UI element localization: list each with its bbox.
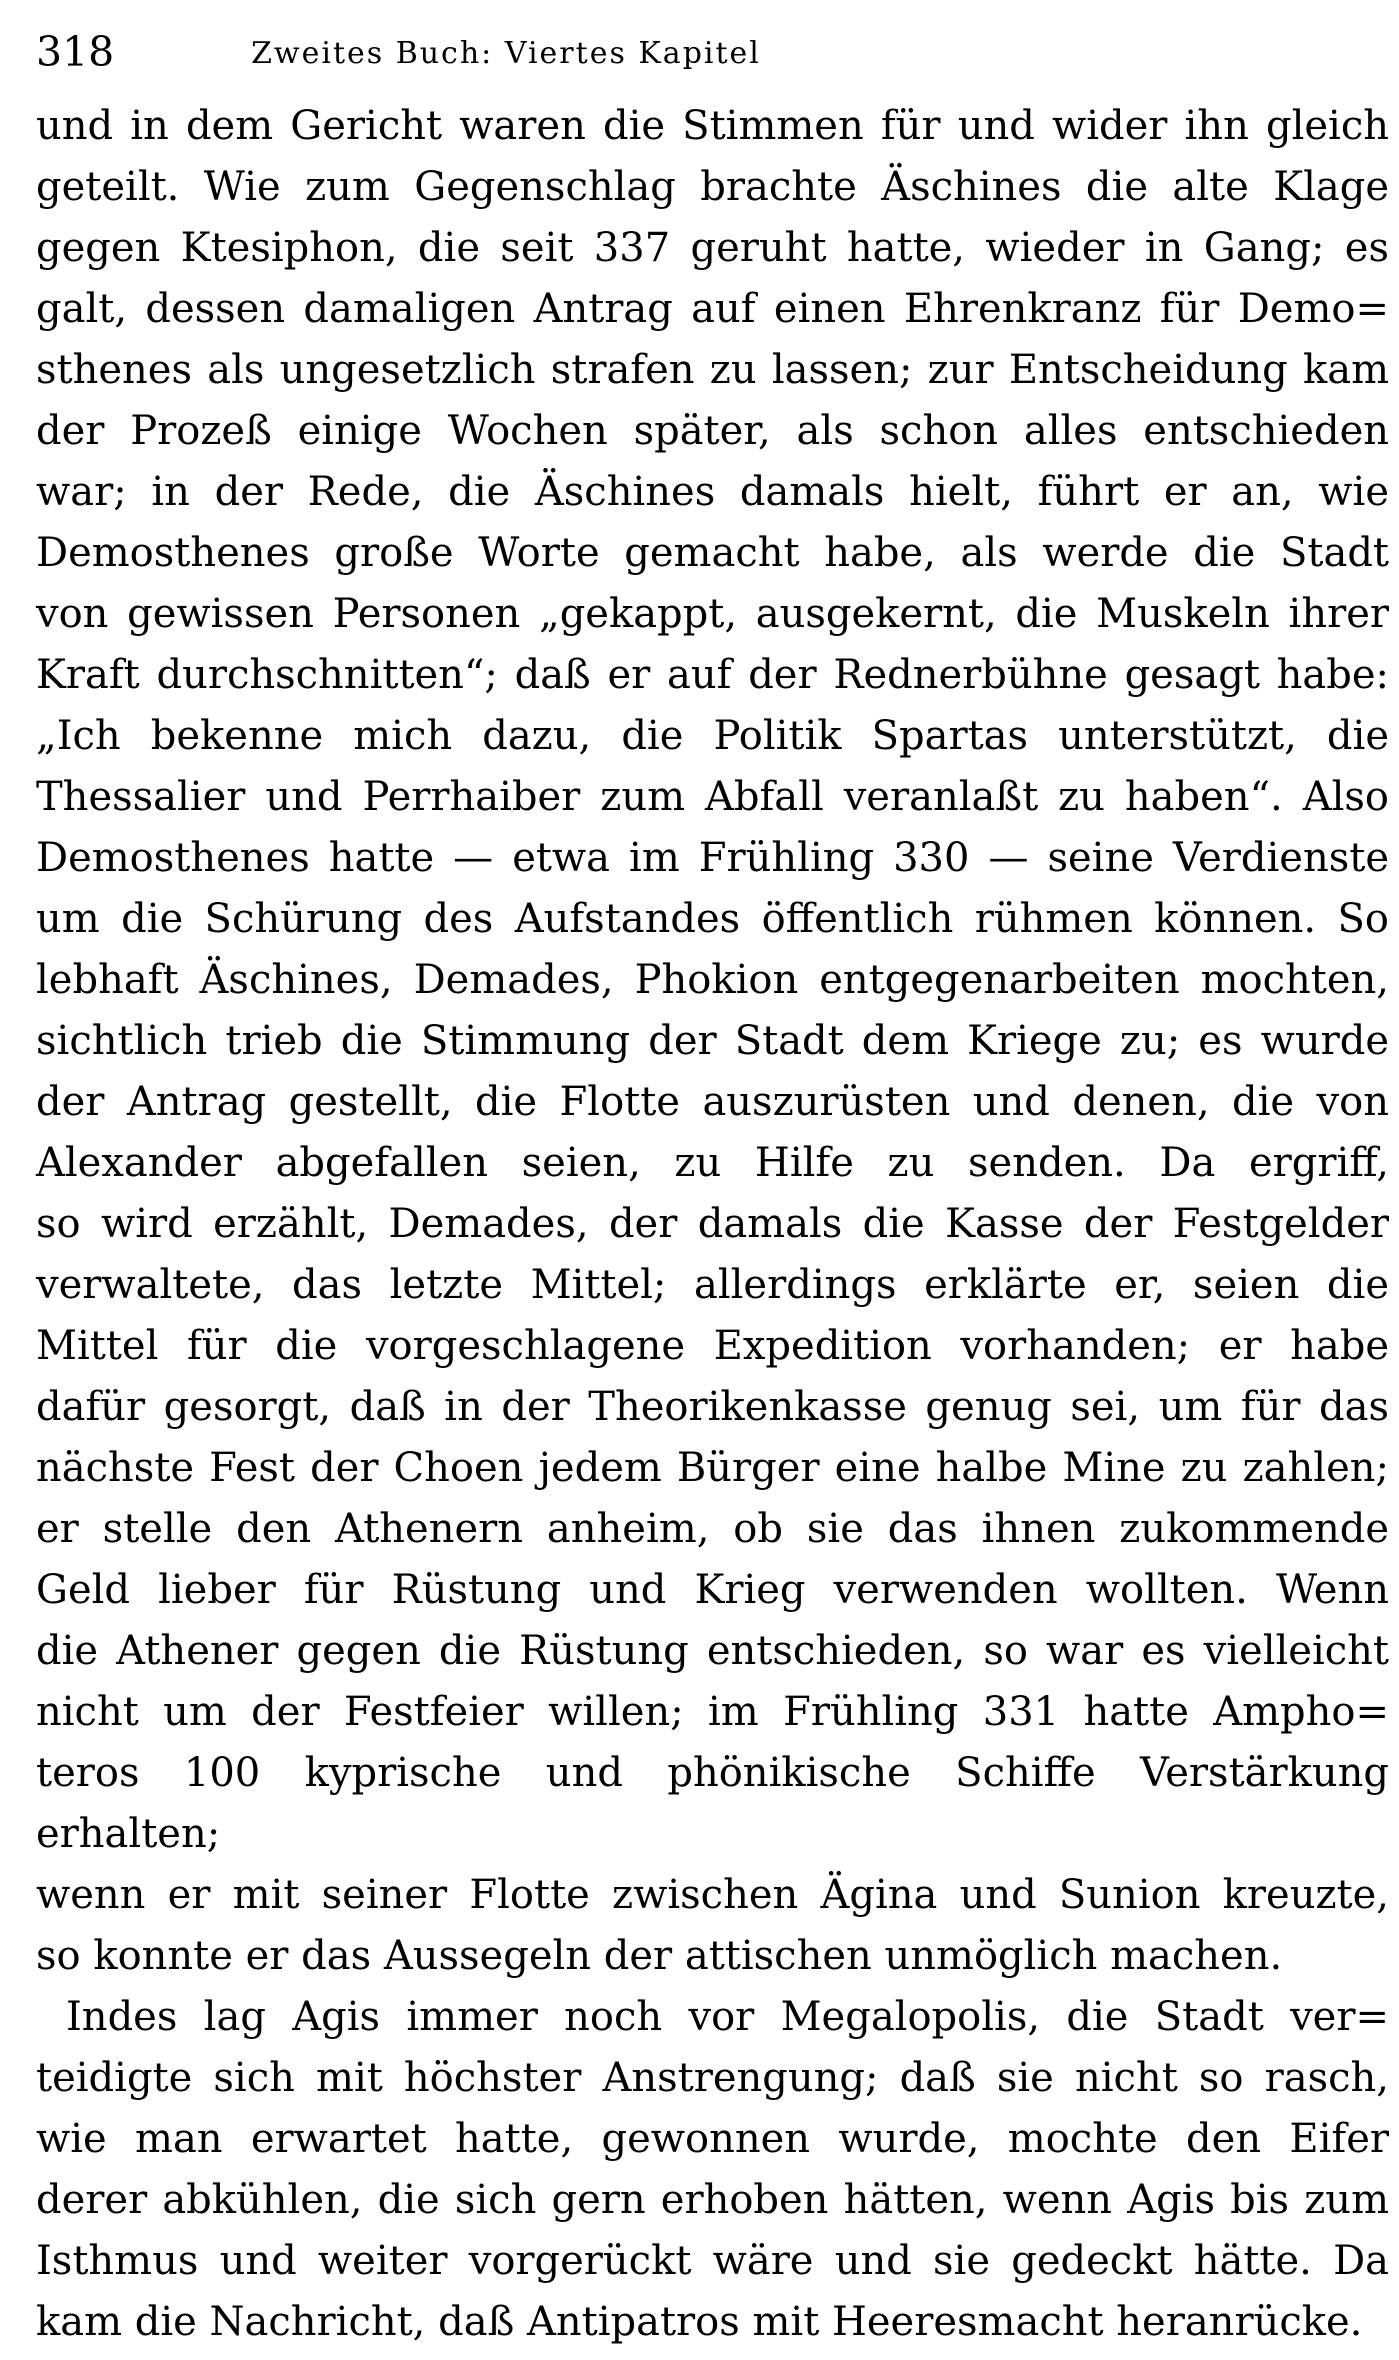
paragraph [36, 96, 1389, 1987]
text-line: und in dem Gericht waren die Stimmen für und wider ihn gleich [36, 103, 1389, 149]
text-line: Isthmus und weiter vorgerückt wäre und sie gedeckt hätte. Da [36, 2238, 1389, 2284]
text-line: kam die Nachricht, daß Antipatros mit Heeresmacht heranrücke. [36, 2299, 1363, 2345]
text-line: Indes lag Agis immer noch vor Megalopolis, die Stadt ver= [66, 1994, 1389, 2040]
text-line: sthenes als ungesetzlich strafen zu lassen; zur Entscheidung kam [36, 347, 1389, 393]
text-line: um die Schürung des Aufstandes öffentlich rühmen können. So [36, 896, 1389, 942]
text-line: so wird erzählt, Demades, der damals die Kasse der Festgelder [36, 1201, 1389, 1247]
text-line: teidigte sich mit höchster Anstrengung; daß sie nicht so rasch, [36, 2055, 1389, 2101]
text-line: nicht um der Festfeier willen; im Frühling 331 hatte Ampho= [36, 1689, 1389, 1735]
text-line: wenn er mit seiner Flotte zwischen Ägina und Sunion kreuzte, [36, 1872, 1389, 1918]
text-line: war; in der Rede, die Äschines damals hielt, führt er an, wie [36, 469, 1389, 515]
text-line: Kraft durchschnitten“; daß er auf der Rednerbühne gesagt habe: [36, 652, 1389, 698]
text-line: teros 100 kyprische und phönikische Schiffe Verstärkung erhalten; [36, 1750, 1389, 1857]
text-line: so konnte er das Aussegeln der attischen unmöglich machen. [36, 1933, 1283, 1979]
text-line: der Prozeß einige Wochen später, als schon alles entschieden [36, 408, 1389, 454]
text-line: Thessalier und Perrhaiber zum Abfall veranlaßt zu haben“. Also [36, 774, 1389, 820]
text-line: „Ich bekenne mich dazu, die Politik Spartas unterstützt, die [36, 713, 1389, 759]
text-line: nächste Fest der Choen jedem Bürger eine halbe Mine zu zahlen; [36, 1445, 1389, 1491]
text-line: sichtlich trieb die Stimmung der Stadt dem Kriege zu; es wurde [36, 1018, 1389, 1064]
text-line: galt, dessen damaligen Antrag auf einen Ehrenkranz für Demo= [36, 286, 1389, 332]
text-line: geteilt. Wie zum Gegenschlag brachte Äschines die alte Klage [36, 164, 1389, 210]
text-line: dafür gesorgt, daß in der Theorikenkasse genug sei, um für das [36, 1384, 1389, 1430]
page-body [36, 96, 1389, 2353]
text-line: Geld lieber für Rüstung und Krieg verwenden wollten. Wenn [36, 1567, 1389, 1613]
text-line: Demosthenes hatte — etwa im Frühling 330 — seine Verdienste [36, 835, 1389, 881]
text-line: Alexander abgefallen seien, zu Hilfe zu senden. Da ergriff, [36, 1140, 1389, 1186]
text-line: er stelle den Athenern anheim, ob sie das ihnen zukommende [36, 1506, 1389, 1552]
page-header [36, 28, 1389, 84]
text-line: von gewissen Personen „gekappt, ausgekernt, die Muskeln ihrer [36, 591, 1389, 637]
text-line: gegen Ktesiphon, die seit 337 geruht hatte, wieder in Gang; es [36, 225, 1389, 271]
text-line: verwaltete, das letzte Mittel; allerdings erklärte er, seien die [36, 1262, 1389, 1308]
text-line: Mittel für die vorgeschlagene Expedition vorhanden; er habe [36, 1323, 1389, 1369]
text-line: wie man erwartet hatte, gewonnen wurde, mochte den Eifer [36, 2116, 1389, 2162]
running-head: Zweites Buch: Viertes Kapitel [251, 36, 761, 71]
paragraph [36, 1987, 1389, 2353]
text-line: der Antrag gestellt, die Flotte auszurüsten und denen, die von [36, 1079, 1389, 1125]
page-number: 318 [36, 28, 115, 76]
text-line: lebhaft Äschines, Demades, Phokion entgegenarbeiten mochten, [36, 957, 1389, 1003]
text-line: Demosthenes große Worte gemacht habe, als werde die Stadt [36, 530, 1389, 576]
text-line: derer abkühlen, die sich gern erhoben hätten, wenn Agis bis zum [36, 2177, 1389, 2223]
text-line: die Athener gegen die Rüstung entschieden, so war es vielleicht [36, 1628, 1389, 1674]
